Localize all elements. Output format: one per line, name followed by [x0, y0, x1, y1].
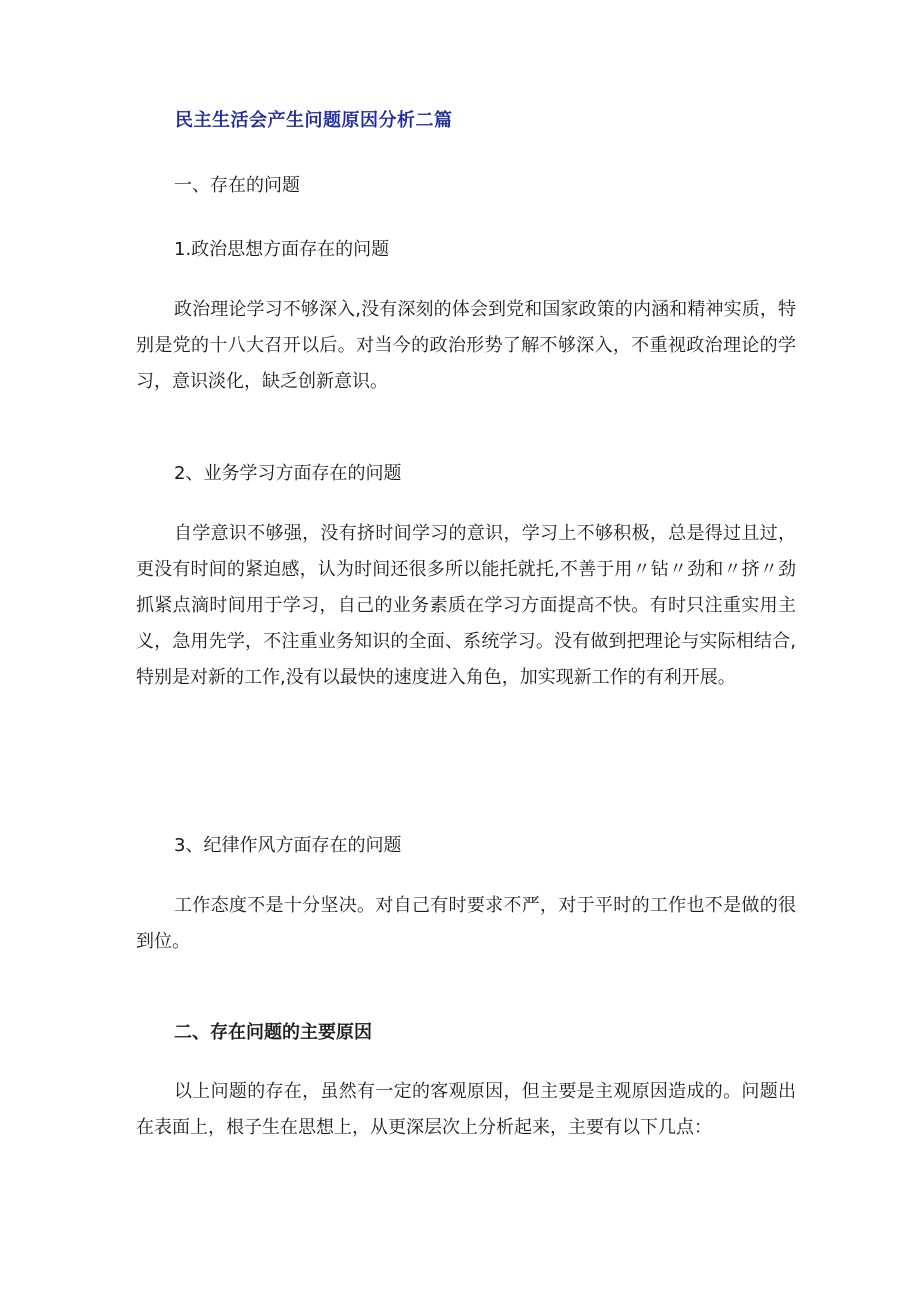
paragraph-business: 自学意识不够强，没有挤时间学习的意识，学习上不够积极，总是得过且过，更没有时间的紧迫感，认为时间还很多所以能托就托,不善于用〃钻〃劲和〃挤〃劲抓紧点滴时间用于学习，自己的业务素质在学习方面提高不快。有时只注重实用主义，急用先学，不注重业务知识的全面、系统学习。没有做到把理论与实际相结合,特别是对新的工作,没有以最快的速度进入角色，加实现新工作的有利开展。 — [136, 523, 796, 688]
subheading-discipline: 3、纪律作风方面存在的问题 — [174, 835, 402, 856]
subheading-business: 2、业务学习方面存在的问题 — [174, 463, 402, 484]
paragraph-political: 政治理论学习不够深入,没有深刻的体会到党和国家政策的内涵和精神实质，特别是党的十八大召开以后。对当今的政治形势了解不够深入，不重视政治理论的学习，意识淡化，缺乏创新意识。 — [136, 299, 796, 392]
subheading-political: 1.政治思想方面存在的问题 — [174, 239, 390, 260]
paragraph-causes: 以上问题的存在，虽然有一定的客观原因，但主要是主观原因造成的。问题出在表面上，根子生在思想上，从更深层次上分析起来，主要有以下几点： — [136, 1081, 796, 1138]
section-heading-problems: 一、存在的问题 — [174, 175, 300, 196]
document-title: 民主生活会产生问题原因分析二篇 — [175, 110, 453, 131]
section-heading-causes: 二、存在问题的主要原因 — [174, 1022, 372, 1043]
paragraph-discipline: 工作态度不是十分坚决。对自己有时要求不严，对于平时的工作也不是做的很到位。 — [136, 895, 796, 952]
